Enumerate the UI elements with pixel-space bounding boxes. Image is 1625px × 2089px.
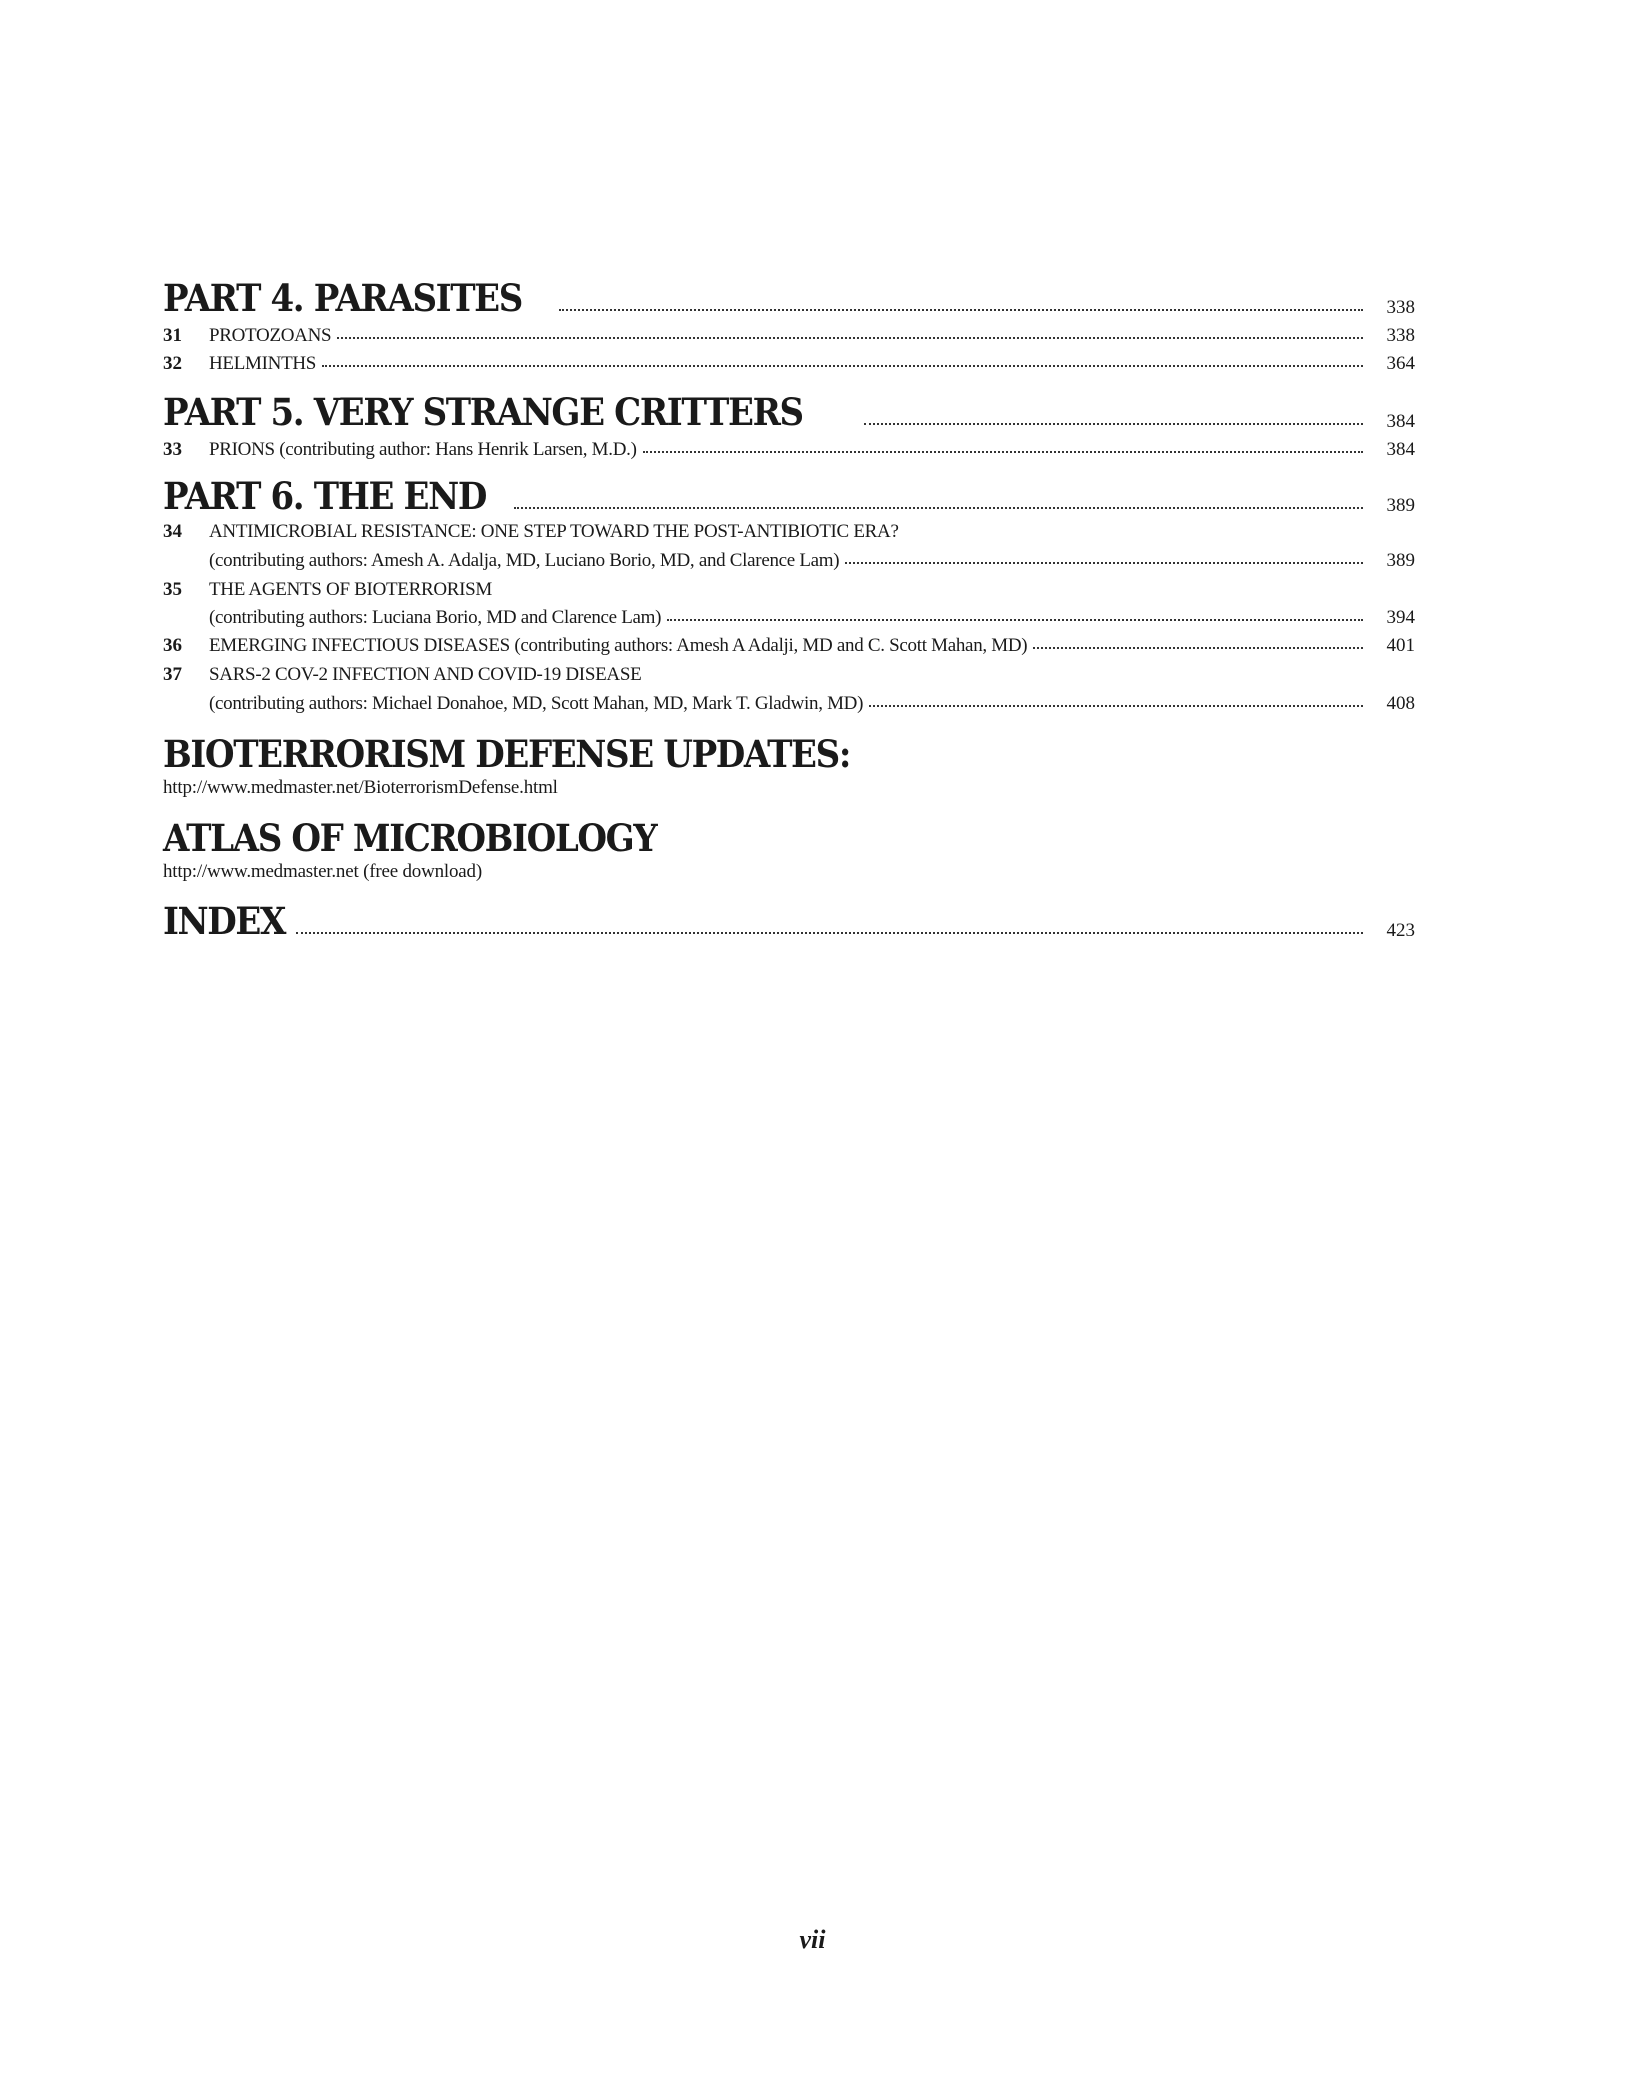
dot-leader	[559, 308, 1363, 311]
chapter-subtitle: (contributing authors: Luciana Borio, MD and Clarence Lam)	[209, 607, 662, 628]
chapter-page: 401	[1386, 635, 1415, 656]
chapter-31-row	[163, 326, 1415, 345]
chapter-page: 394	[1386, 607, 1415, 628]
part-6-page: 389	[1386, 495, 1415, 516]
part-6-title: PART 6. THE END	[163, 474, 486, 518]
chapter-title: ANTIMICROBIAL RESISTANCE: ONE STEP TOWARD THE POST-ANTIBIOTIC ERA?	[209, 521, 899, 542]
atlas-url[interactable]: http://www.medmaster.net (free download)	[163, 861, 482, 882]
dot-leader	[514, 506, 1363, 509]
index-row	[163, 899, 1415, 943]
chapter-subtitle: (contributing authors: Amesh A. Adalja, MD, Luciano Borio, MD, and Clarence Lam)	[209, 550, 840, 571]
bioterrorism-url[interactable]: http://www.medmaster.net/BioterrorismDefense.html	[163, 777, 558, 798]
chapter-number: 31	[163, 325, 182, 346]
chapter-page: 389	[1386, 550, 1415, 571]
chapter-title: PRIONS (contributing author: Hans Henrik Larsen, M.D.)	[209, 439, 637, 460]
dot-leader	[667, 618, 1363, 621]
dot-leader	[643, 450, 1363, 453]
part-5-title: PART 5. VERY STRANGE CRITTERS	[163, 390, 803, 434]
chapter-34-row	[163, 522, 1415, 541]
chapter-37-subtitle-row	[163, 694, 1415, 713]
chapter-36-row	[163, 636, 1415, 655]
chapter-page: 384	[1386, 439, 1415, 460]
part-6-row	[163, 474, 1415, 518]
chapter-34-subtitle-row	[163, 551, 1415, 570]
atlas-heading: ATLAS OF MICROBIOLOGY	[163, 816, 657, 860]
page-number: vii	[799, 1925, 826, 1954]
chapter-number: 32	[163, 353, 182, 374]
chapter-title: HELMINTHS	[209, 353, 317, 374]
chapter-page: 408	[1386, 693, 1415, 714]
chapter-title: SARS-2 COV-2 INFECTION AND COVID-19 DISEASE	[209, 664, 642, 685]
chapter-subtitle: (contributing authors: Michael Donahoe, MD, Scott Mahan, MD, Mark T. Gladwin, MD)	[209, 693, 864, 714]
part-5-row	[163, 390, 1415, 434]
chapter-37-row	[163, 665, 1415, 684]
bioterrorism-heading: BIOTERRORISM DEFENSE UPDATES:	[163, 732, 851, 776]
index-page: 423	[1386, 920, 1415, 941]
chapter-title: PROTOZOANS	[209, 325, 332, 346]
chapter-number: 36	[163, 635, 182, 656]
part-5-page: 384	[1386, 411, 1415, 432]
dot-leader	[864, 422, 1363, 425]
chapter-number: 35	[163, 579, 182, 600]
dot-leader	[296, 931, 1363, 934]
chapter-page: 338	[1386, 325, 1415, 346]
chapter-number: 37	[163, 664, 182, 685]
dot-leader	[845, 561, 1363, 564]
dot-leader	[1033, 646, 1363, 649]
chapter-title: EMERGING INFECTIOUS DISEASES (contributing authors: Amesh A Adalji, MD and C. Scott Mahan, MD)	[209, 635, 1028, 656]
part-4-title: PART 4. PARASITES	[163, 276, 522, 320]
chapter-35-subtitle-row	[163, 608, 1415, 627]
part-4-page: 338	[1386, 297, 1415, 318]
chapter-title: THE AGENTS OF BIOTERRORISM	[209, 579, 493, 600]
chapter-33-row	[163, 440, 1415, 459]
part-4-row	[163, 276, 1415, 320]
dot-leader	[337, 336, 1363, 339]
index-title: INDEX	[163, 899, 286, 943]
chapter-page: 364	[1386, 353, 1415, 374]
chapter-number: 34	[163, 521, 182, 542]
dot-leader	[869, 704, 1363, 707]
dot-leader	[322, 364, 1363, 367]
chapter-32-row	[163, 354, 1415, 373]
chapter-number: 33	[163, 439, 182, 460]
chapter-35-row	[163, 580, 1415, 599]
